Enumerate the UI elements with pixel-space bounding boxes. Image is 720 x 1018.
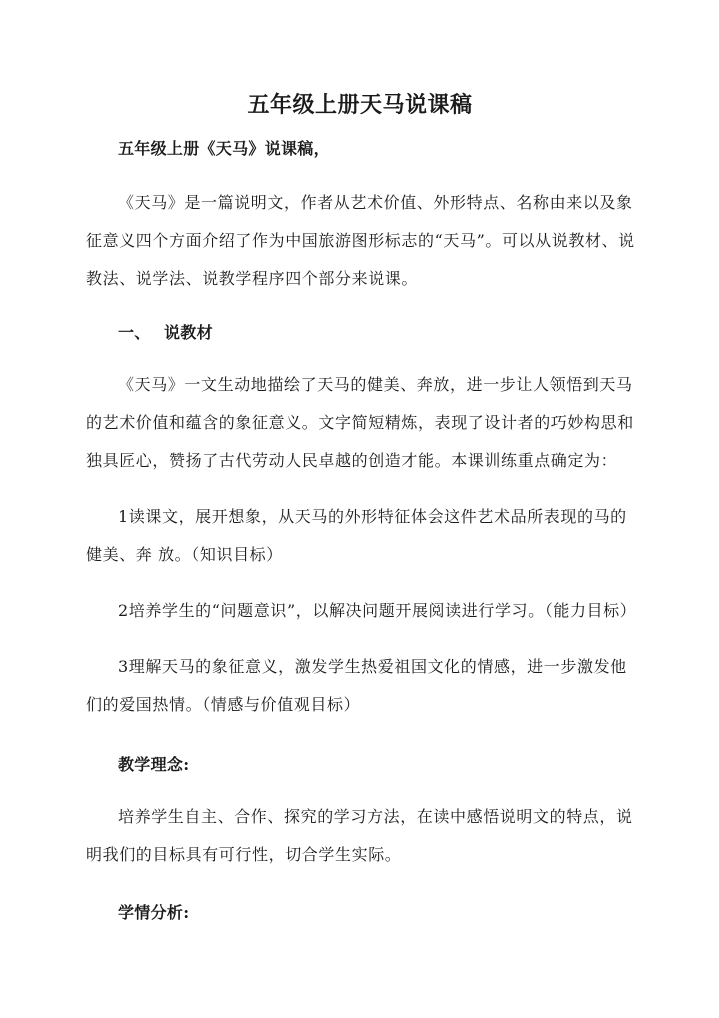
teaching-philosophy-paragraph: 培养学生自主、合作、探究的学习方法，在读中感悟说明文的特点，说明我们的目标具有可行性，切合学生实际。: [86, 807, 633, 864]
textbook-paragraph: 《天马》一文生动地描绘了天马的健美、奔放，进一步让人领悟到天马的艺术价值和蕴含的象征意义。文字简短精炼，表现了设计者的巧妙构思和独具匠心，赞扬了古代劳动人民卓越的创造才能。本课训练重点确定为：: [86, 375, 634, 470]
goal-item-emotion: 3理解天马的象征意义，激发学生热爱祖国文化的情感，进一步激发他们的爱国热情。（情感与价值观目标）: [86, 657, 627, 714]
page-title: 五年级上册天马说课稿: [247, 93, 473, 118]
document-body: [86, 134, 642, 928]
section-heading-teaching-philosophy: 教学理念:: [118, 755, 190, 774]
section-heading-student-analysis: 学情分析:: [118, 903, 190, 922]
goal-item-ability: 2培养学生的“问题意识”，以解决问题开展阅读进行学习。（能力目标）: [118, 601, 637, 620]
section-heading-textbook: [118, 318, 642, 348]
section-heading-label: 说教材: [164, 323, 213, 342]
document-subtitle: 五年级上册《天马》说课稿，: [118, 139, 330, 158]
section-number: 一、: [118, 323, 151, 342]
goal-item-knowledge: 1读课文，展开想象，从天马的外形特征体会这件艺术品所表现的马的健美、奔 放。（知识目标）: [86, 507, 627, 564]
intro-paragraph: 《天马》是一篇说明文，作者从艺术价值、外形特点、名称由来以及象征意义四个方面介绍了作为中国旅游图形标志的“天马”。可以从说教材、说教法、说学法、说教学程序四个部分来说课。: [86, 193, 635, 288]
